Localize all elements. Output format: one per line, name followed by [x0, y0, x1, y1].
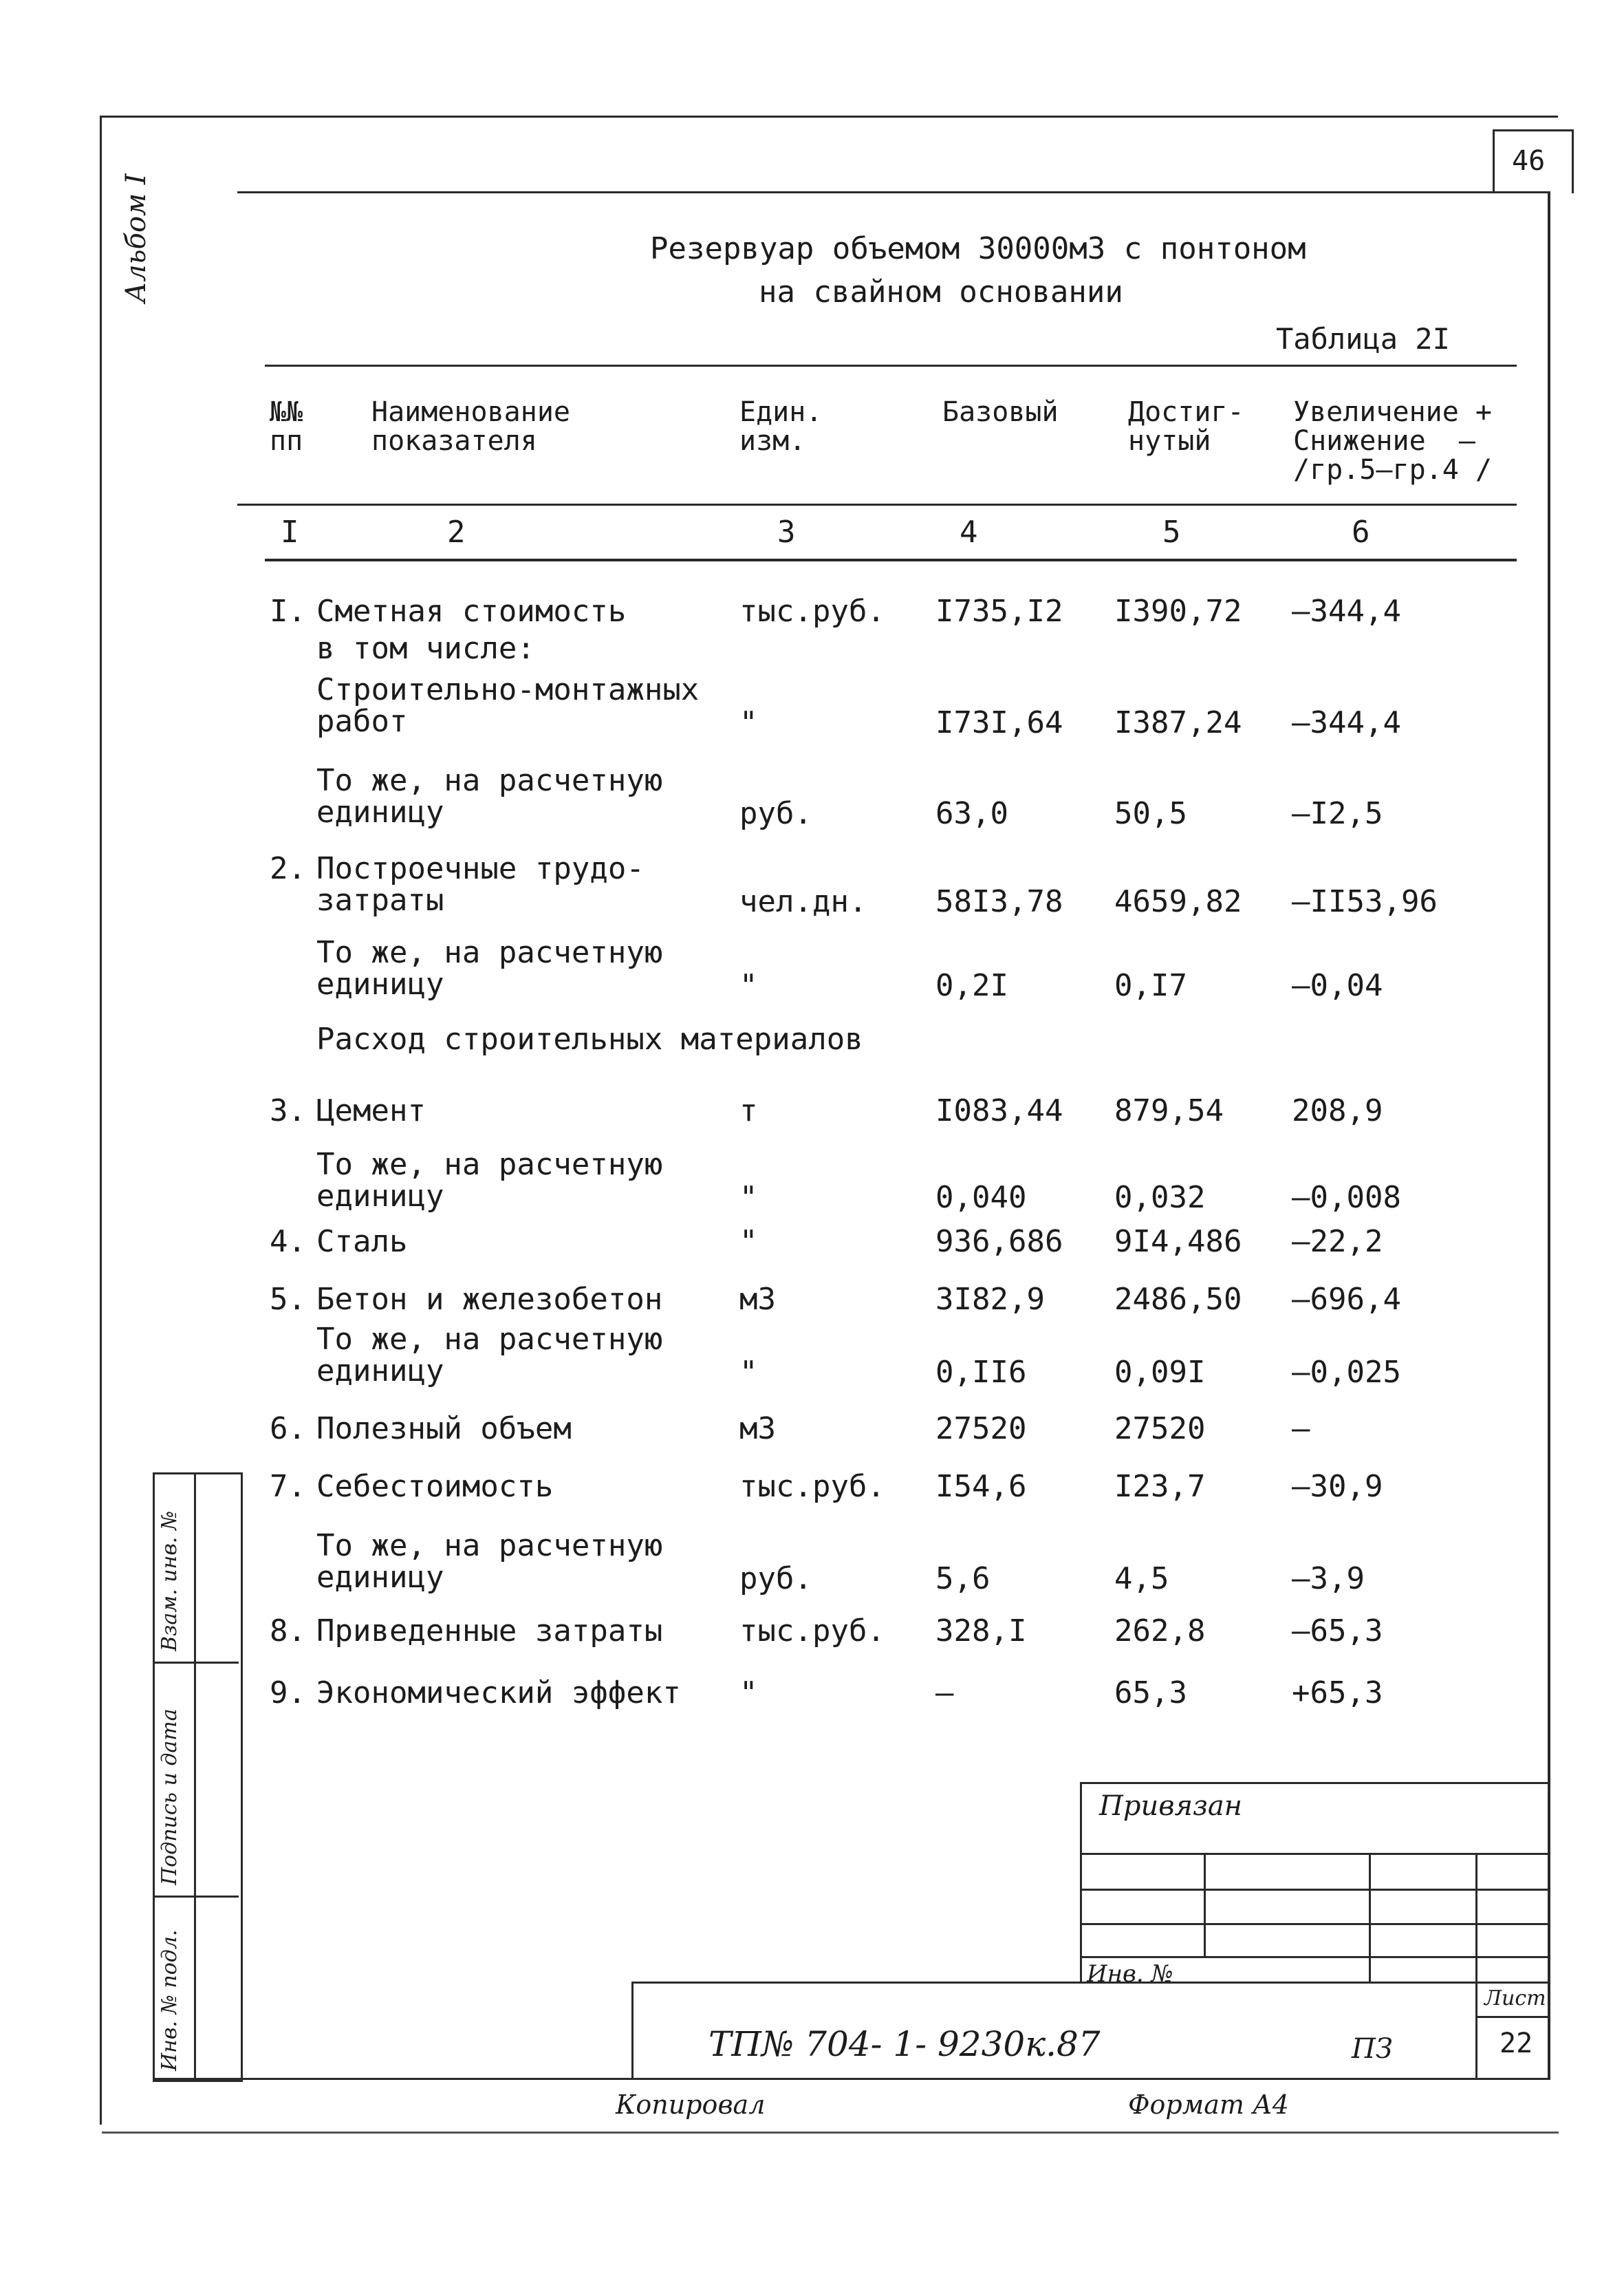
row-unit: "	[739, 1675, 758, 1710]
footer-format: Формат А4	[1128, 2090, 1289, 2120]
col-header-unit: Един. изм.	[739, 396, 823, 457]
left-margin-rule-1	[153, 1662, 239, 1664]
row-base: 58I3,78	[935, 884, 1063, 919]
table-number-rule	[265, 559, 1517, 561]
row-name: Расход строительных материалов	[316, 1022, 863, 1057]
row-achieved: 879,54	[1114, 1093, 1224, 1128]
title-block-sheet-rule	[1475, 2016, 1548, 2018]
row-delta: –344,4	[1292, 705, 1401, 740]
row-unit: руб.	[739, 796, 812, 831]
table-label: Таблица 2I	[1276, 322, 1450, 356]
row-base: 5,6	[935, 1561, 990, 1596]
stamp-privyazan: Привязан	[1099, 1790, 1243, 1822]
row-base: I54,6	[935, 1469, 1027, 1504]
left-margin-podpis: Подпись и дата	[158, 1708, 182, 1885]
row-achieved: 4659,82	[1114, 884, 1242, 919]
row-number: 3.	[270, 1093, 306, 1128]
row-achieved: I390,72	[1114, 594, 1242, 629]
stamp-col-2	[1369, 1853, 1371, 1984]
row-base: I083,44	[935, 1093, 1063, 1128]
row-delta: 208,9	[1292, 1093, 1383, 1128]
row-unit: "	[739, 968, 758, 1003]
row-achieved: 4,5	[1114, 1561, 1169, 1596]
row-unit: "	[739, 705, 758, 740]
row-base: –	[935, 1675, 954, 1710]
row-number: I.	[270, 594, 306, 629]
inner-frame-top	[237, 191, 1550, 193]
row-number: 8.	[270, 1613, 306, 1649]
stamp-rule-4	[1081, 1956, 1548, 1958]
row-unit: тыс.руб.	[739, 1613, 885, 1649]
page-number: 46	[1512, 145, 1546, 177]
col-num-2: 2	[447, 515, 466, 550]
col-header-no: №№ пп	[270, 396, 303, 457]
row-name: Бетон и железобетон	[316, 1282, 663, 1317]
outer-frame-left	[100, 116, 102, 2125]
stamp-rule-1	[1081, 1853, 1548, 1855]
row-number: 6.	[270, 1411, 306, 1446]
row-number: 2.	[270, 851, 306, 886]
col-num-4: 4	[960, 515, 978, 550]
row-delta: –0,008	[1292, 1180, 1401, 1215]
row-name: То же, на расчетную единицу	[316, 1147, 663, 1214]
stamp-inv-no: Инв. №	[1087, 1960, 1173, 1988]
row-delta: –I2,5	[1292, 796, 1383, 831]
left-margin-rule-2	[153, 1896, 239, 1898]
col-num-1: I	[281, 515, 299, 550]
row-achieved: 262,8	[1114, 1613, 1206, 1649]
stamp-rule-2	[1081, 1889, 1548, 1891]
outer-frame-bottom	[102, 2132, 1559, 2134]
row-achieved: 50,5	[1114, 796, 1187, 831]
row-name: Цемент	[316, 1093, 426, 1128]
sheet-label: Лист	[1484, 1986, 1546, 2010]
row-delta: –344,4	[1292, 594, 1401, 629]
doc-part: ПЗ	[1352, 2033, 1393, 2065]
row-number: 7.	[270, 1469, 306, 1504]
row-number: 5.	[270, 1282, 306, 1317]
row-unit: м3	[739, 1411, 776, 1446]
row-achieved: I23,7	[1114, 1469, 1206, 1504]
col-header-base: Базовый	[942, 396, 1059, 428]
side-label: Альбом I	[120, 173, 152, 303]
row-base: I735,I2	[935, 594, 1063, 629]
row-delta: –696,4	[1292, 1282, 1401, 1317]
row-delta: –0,04	[1292, 968, 1383, 1003]
title-block-sheet-divider	[1475, 1982, 1477, 2078]
title-line-2: на свайном основании	[759, 275, 1123, 310]
row-delta: +65,3	[1292, 1675, 1383, 1710]
row-delta: –65,3	[1292, 1613, 1383, 1649]
row-achieved: 65,3	[1114, 1675, 1187, 1710]
row-name: Приведенные затраты	[316, 1613, 663, 1649]
row-name: То же, на расчетную единицу	[316, 935, 663, 1002]
col-num-5: 5	[1162, 515, 1181, 550]
row-name: Построечные трудо- затраты	[316, 851, 645, 919]
row-unit: т	[739, 1093, 758, 1128]
stamp-col-1	[1204, 1853, 1206, 1956]
row-delta: –	[1292, 1411, 1310, 1446]
row-number: 9.	[270, 1675, 306, 1710]
row-unit: "	[739, 1355, 758, 1390]
left-margin-inv: Инв. № подл.	[158, 1929, 182, 2071]
row-unit: руб.	[739, 1561, 812, 1596]
row-name: То же, на расчетную единицу	[316, 763, 663, 830]
row-achieved: 9I4,486	[1114, 1224, 1242, 1259]
row-base: I73I,64	[935, 705, 1063, 740]
outer-frame-top	[100, 116, 1558, 118]
row-unit: "	[739, 1180, 758, 1215]
sheet-no: 22	[1500, 2028, 1533, 2059]
row-name: в том числе:	[316, 631, 535, 666]
row-achieved: 27520	[1114, 1411, 1206, 1446]
col-header-achieved: Достиг- нутый	[1128, 396, 1244, 457]
stamp-rule-3	[1081, 1923, 1548, 1925]
row-number: 4.	[270, 1224, 306, 1259]
row-base: 0,2I	[935, 968, 1008, 1003]
title-line-1: Резервуар объемом 30000м3 с понтоном	[650, 231, 1306, 266]
row-base: 0,II6	[935, 1355, 1027, 1390]
row-base: 936,686	[935, 1224, 1063, 1259]
row-name: Себестоимость	[316, 1469, 554, 1504]
col-num-6: 6	[1352, 515, 1370, 550]
row-base: 328,I	[935, 1613, 1027, 1649]
row-achieved: 2486,50	[1114, 1282, 1242, 1317]
row-unit: "	[739, 1224, 758, 1259]
doc-code: ТП№ 704- 1- 9230к.87	[708, 2024, 1101, 2064]
row-base: 63,0	[935, 796, 1008, 831]
row-unit: тыс.руб.	[739, 1469, 885, 1504]
col-num-3: 3	[777, 515, 796, 550]
row-achieved: 0,09I	[1114, 1355, 1206, 1390]
row-unit: м3	[739, 1282, 776, 1317]
row-name: То же, на расчетную единицу	[316, 1528, 663, 1596]
row-delta: –3,9	[1292, 1561, 1365, 1596]
row-delta: –22,2	[1292, 1224, 1383, 1259]
footer-copied: Копировал	[616, 2090, 766, 2120]
left-margin-vzam: Взам. инв. №	[158, 1510, 182, 1651]
row-name: Сметная стоимость	[316, 594, 627, 629]
row-achieved: I387,24	[1114, 705, 1242, 740]
row-name: Экономический эффект	[316, 1675, 681, 1710]
row-name: Сталь	[316, 1224, 408, 1259]
row-name: Полезный объем	[316, 1411, 572, 1446]
table-top-rule	[265, 365, 1517, 367]
row-delta: –30,9	[1292, 1469, 1383, 1504]
table-header-rule	[237, 504, 1517, 506]
row-achieved: 0,I7	[1114, 968, 1187, 1003]
row-base: 27520	[935, 1411, 1027, 1446]
row-base: 0,040	[935, 1180, 1027, 1215]
row-delta: –II53,96	[1292, 884, 1438, 919]
left-margin-col	[194, 1472, 196, 2078]
row-base: 3I82,9	[935, 1282, 1045, 1317]
row-name: То же, на расчетную единицу	[316, 1322, 663, 1389]
row-unit: чел.дн.	[739, 884, 867, 919]
row-unit: тыс.руб.	[739, 594, 885, 629]
row-achieved: 0,032	[1114, 1180, 1206, 1215]
col-header-name: Наименование показателя	[371, 396, 570, 457]
row-name: Строительно-монтажных работ	[316, 672, 700, 740]
col-header-delta: Увеличение + Снижение – /гр.5–гр.4 /	[1293, 396, 1492, 486]
row-delta: –0,025	[1292, 1355, 1401, 1390]
